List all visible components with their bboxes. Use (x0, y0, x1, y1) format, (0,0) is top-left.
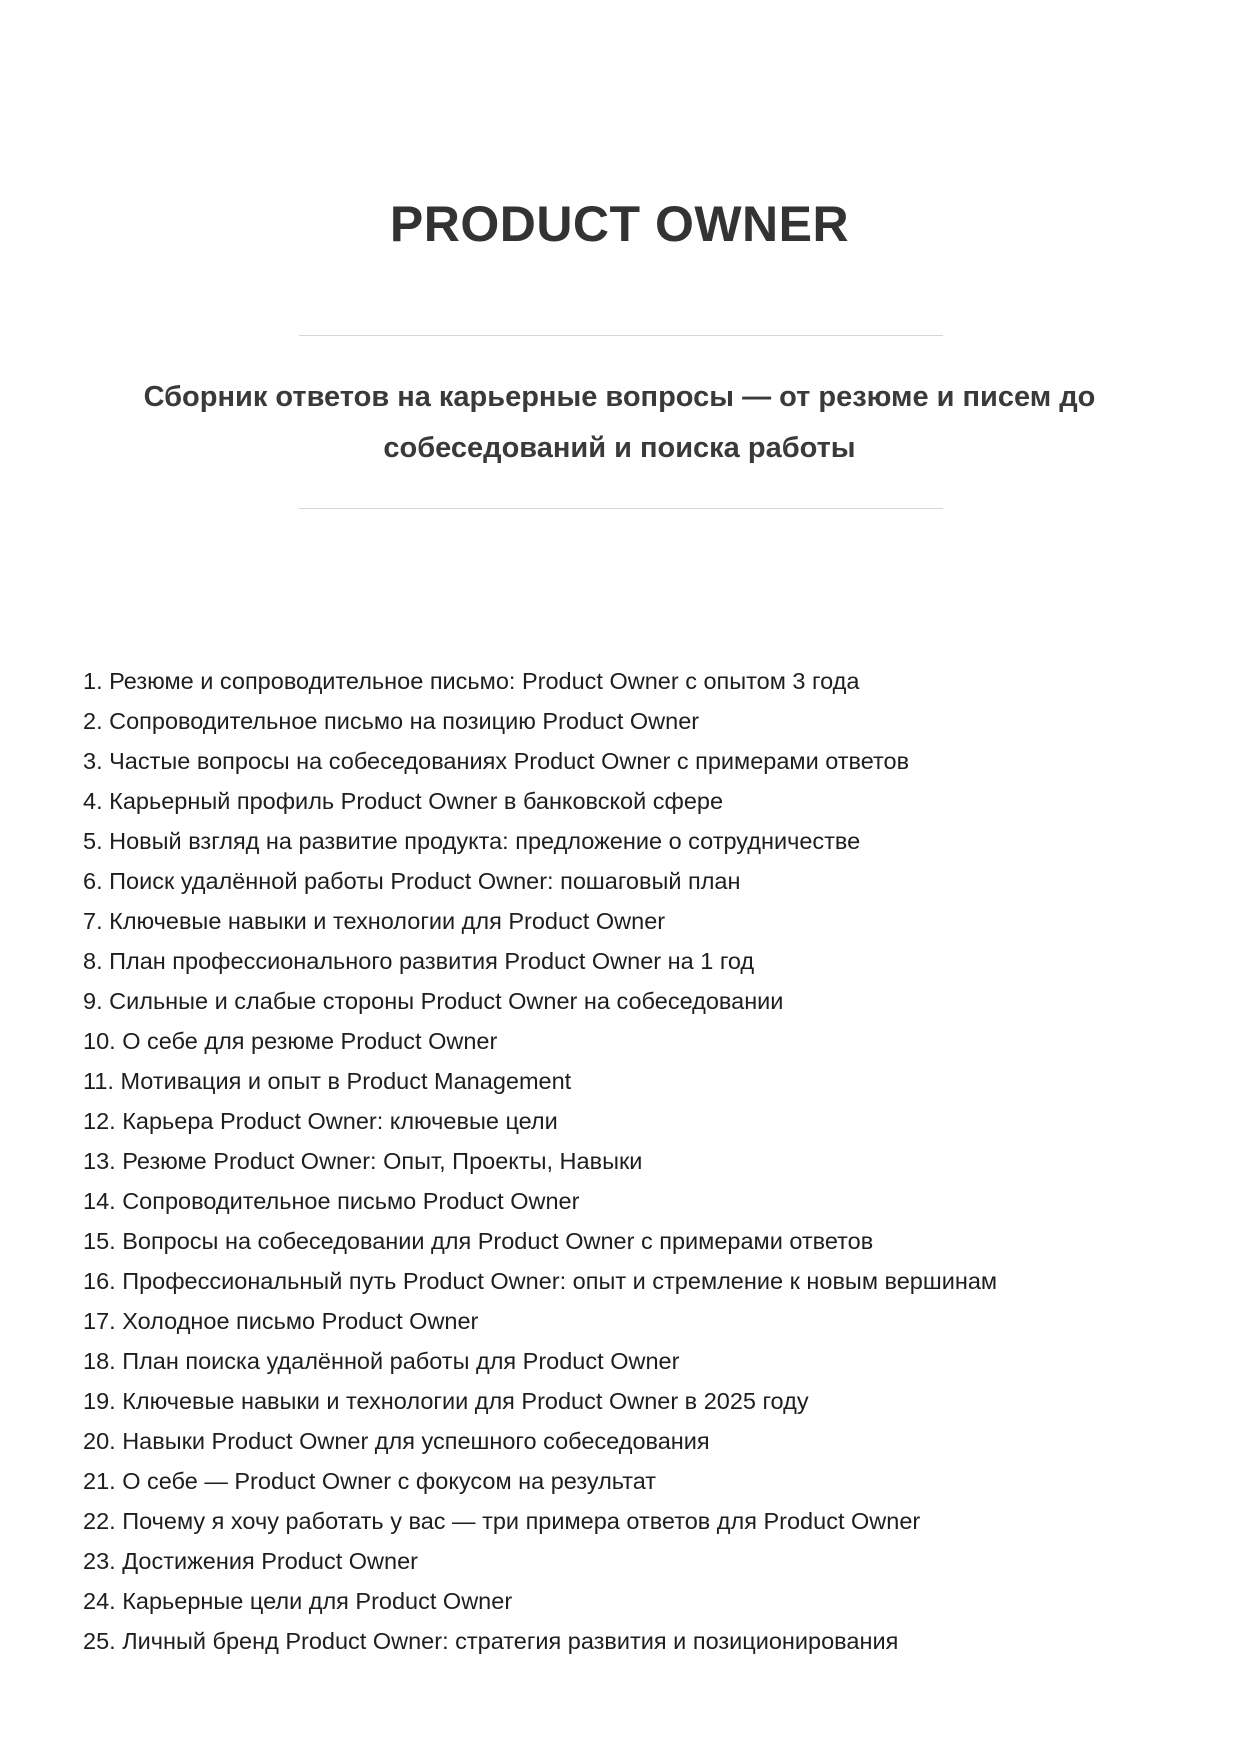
toc-item: 21. О себе — Product Owner с фокусом на результат (83, 1468, 657, 1494)
toc-item: 13. Резюме Product Owner: Опыт, Проекты, Навыки (83, 1148, 643, 1174)
toc-item: 19. Ключевые навыки и технологии для Product Owner в 2025 году (83, 1388, 809, 1414)
toc-item: 1. Резюме и сопроводительное письмо: Product Owner с опытом 3 года (83, 668, 860, 694)
toc-item: 12. Карьера Product Owner: ключевые цели (83, 1108, 558, 1134)
toc-item: 24. Карьерные цели для Product Owner (83, 1588, 513, 1614)
toc-item: 20. Навыки Product Owner для успешного собеседования (83, 1428, 710, 1454)
divider-bottom (299, 508, 943, 509)
page-title: PRODUCT OWNER (389, 196, 850, 252)
toc-item: 4. Карьерный профиль Product Owner в банковской сфере (83, 788, 724, 814)
toc-item: 3. Частые вопросы на собеседованиях Product Owner с примерами ответов (83, 748, 910, 774)
toc-item: 17. Холодное письмо Product Owner (83, 1308, 479, 1334)
toc-item: 15. Вопросы на собеседовании для Product Owner с примерами ответов (83, 1228, 874, 1254)
toc-item: 2. Сопроводительное письмо на позицию Product Owner (83, 708, 700, 734)
toc-item: 14. Сопроводительное письмо Product Owner (83, 1188, 580, 1214)
toc-item: 18. План поиска удалённой работы для Product Owner (83, 1348, 680, 1374)
divider-top (299, 335, 943, 336)
page-subtitle: Сборник ответов на карьерные вопросы — от резюме и писем до собеседований и поиска работы (143, 381, 1096, 464)
toc-item: 11. Мотивация и опыт в Product Management (83, 1068, 572, 1094)
toc-item: 10. О себе для резюме Product Owner (83, 1028, 498, 1054)
toc-item: 5. Новый взгляд на развитие продукта: предложение о сотрудничестве (83, 828, 861, 854)
toc-item: 25. Личный бренд Product Owner: стратегия развития и позиционирования (83, 1628, 899, 1654)
toc-item: 16. Профессиональный путь Product Owner: опыт и стремление к новым вершинам (83, 1268, 998, 1294)
toc-item: 7. Ключевые навыки и технологии для Product Owner (83, 908, 666, 934)
toc-item: 22. Почему я хочу работать у вас — три примера ответов для Product Owner (83, 1508, 921, 1534)
toc-item: 9. Сильные и слабые стороны Product Owner на собеседовании (83, 988, 784, 1014)
toc-item: 8. План профессионального развития Product Owner на 1 год (83, 948, 755, 974)
toc-item: 6. Поиск удалённой работы Product Owner: пошаговый план (83, 868, 741, 894)
toc-item: 23. Достижения Product Owner (83, 1548, 418, 1574)
table-of-contents (83, 661, 1183, 1661)
